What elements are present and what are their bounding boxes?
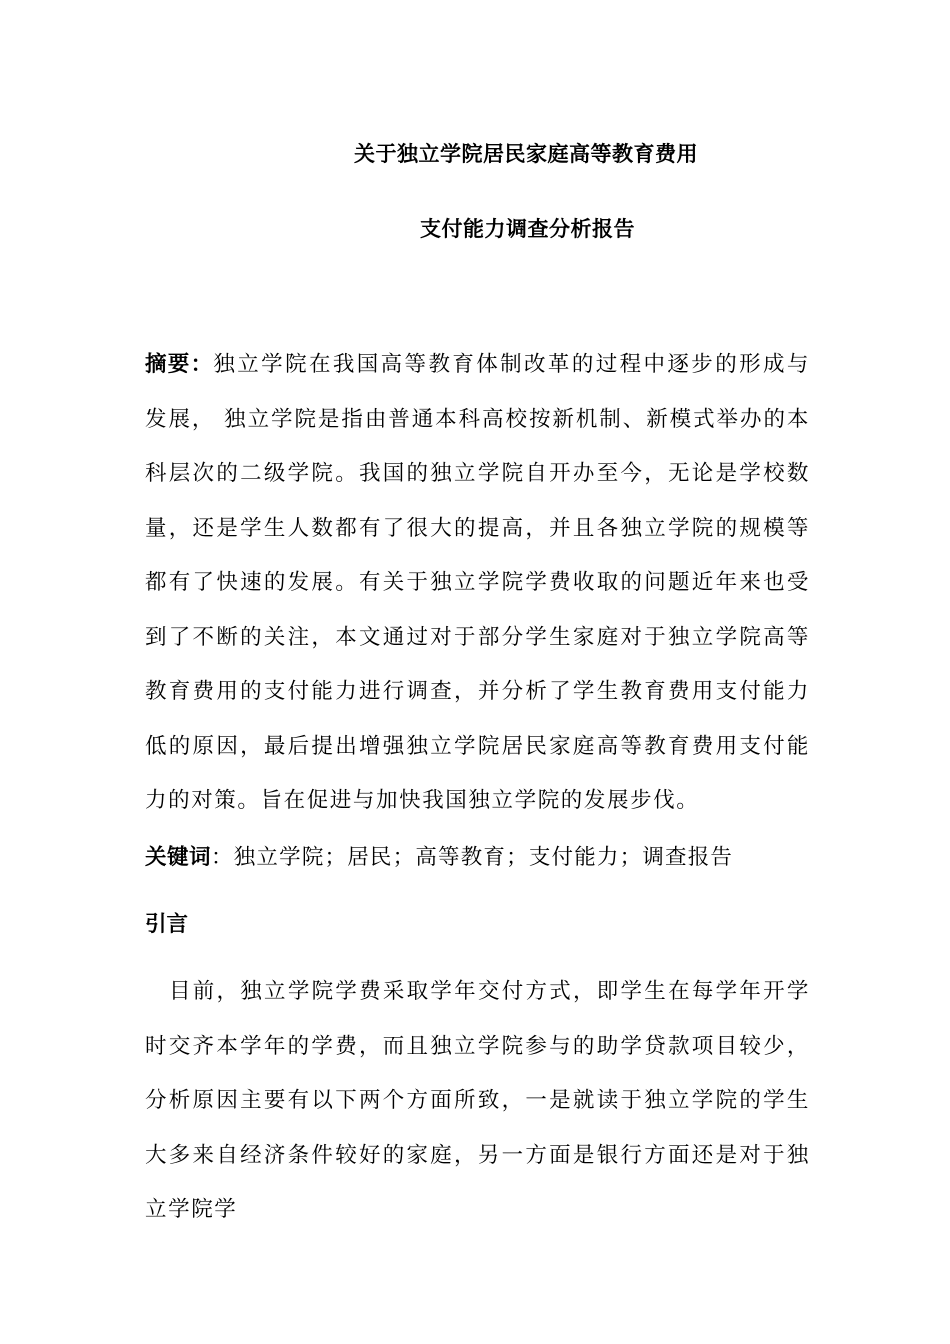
keywords-text: ：独立学院；居民；高等教育；支付能力；调查报告 — [211, 845, 734, 870]
abstract-text: 独立学院在我国高等教育体制改革的过程中逐步的形成与发展， 独立学院是指由普通本科高校按新机制、新模式举办的本科层次的二级学院。我国的独立学院自开办至今，无论是学校数量，还是学生人数都有了很大的提高，并且各独立学院的规模等都有了快速的发展。有关于独立学院学费收取的问题近年来也受到了不断的关注，本文通过对于部分学生家庭对于独立学院高等教育费用的支付能力进行调查，并分析了学生教育费用支付能力低的原因，最后提出增强独立学院居民家庭高等教育费用支付能力的对策。旨在促进与加快我国独立学院的发展步伐。 — [145, 352, 810, 813]
document-title-line-1: 关于独立学院居民家庭高等教育费用 — [354, 142, 698, 166]
abstract-label: 摘要： — [145, 352, 214, 377]
intro-heading: 引言 — [145, 912, 189, 937]
keywords-line — [145, 831, 733, 885]
keywords-label: 关键词 — [145, 845, 212, 870]
abstract-paragraph — [145, 338, 810, 829]
document-title-line-2: 支付能力调查分析报告 — [420, 217, 635, 241]
intro-paragraph: 目前，独立学院学费采取学年交付方式，即学生在每学年开学时交齐本学年的学费，而且独立学院参与的助学贷款项目较少，分析原因主要有以下两个方面所致，一是就读于独立学院的学生大多来自经济条件较好的家庭，另一方面是银行方面还是对于独立学院学 — [145, 979, 810, 1222]
